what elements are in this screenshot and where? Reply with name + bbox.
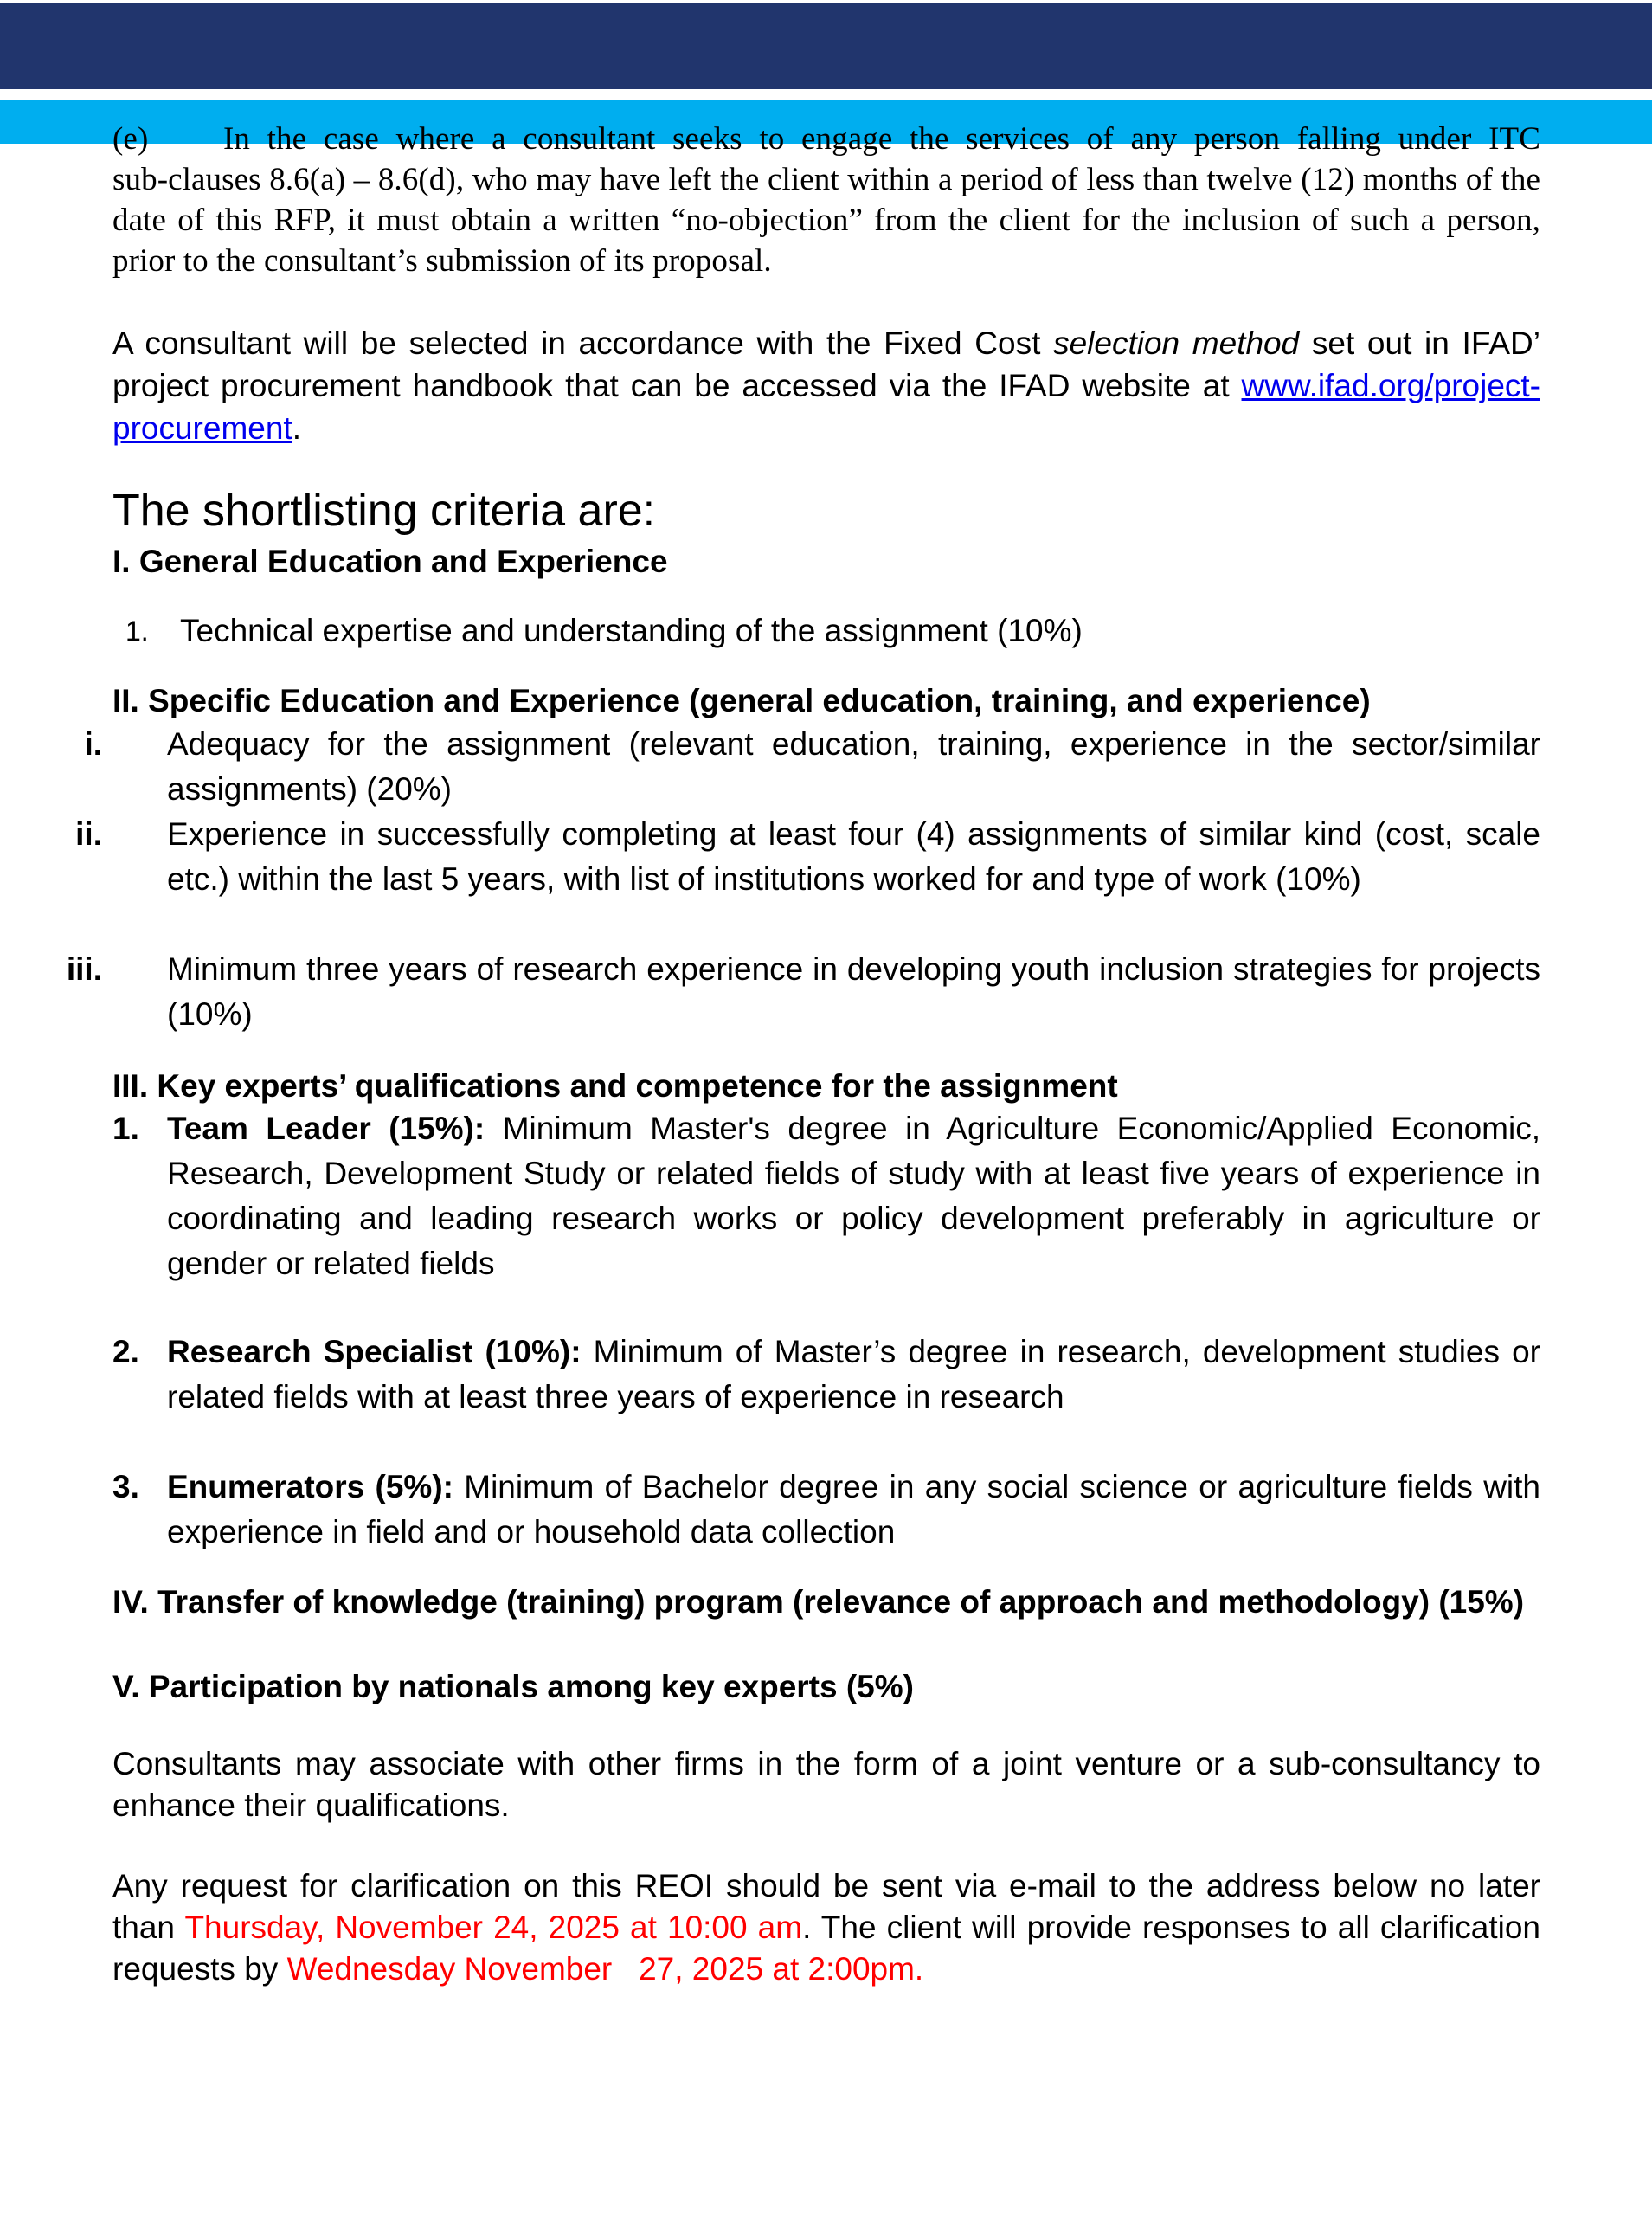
clarification-deadline: Thursday, November 24, 2025 at 10:00 am [184, 1910, 803, 1945]
enumerators-requirements: Minimum of Bachelor degree in any social science or agriculture fields with experience in field and or household data collection [167, 1469, 1540, 1549]
clarification-text-1: Any request for clarification on this REOI should be sent via e-mail to the address below no later than [112, 1868, 1540, 1945]
selection-text-after: set out in IFAD’ project procurement handbook that can be accessed via the IFAD website at [112, 325, 1540, 403]
ifad-procurement-link[interactable]: www.ifad.org/project-procurement [112, 368, 1540, 446]
research-specialist-role: Research Specialist (10%): [167, 1334, 582, 1369]
section-2-item-iii-text: Minimum three years of research experience in developing youth inclusion strategies for projects (10%) [167, 951, 1540, 1032]
clause-e-rest: sub-clauses 8.6(a) – 8.6(d), who may have left the client within a period of less than twelve (12) months of the date of this RFP, it must obtain a written “no-objection” from the client for the inclusion of such a person, prior to the consultant’s submission of its proposal. [112, 162, 1540, 279]
section-1-item-marker: 1. [125, 615, 149, 647]
section-2-item-ii-marker: ii. [75, 816, 102, 852]
section-3-heading: III. Key experts’ qualifications and competence for the assignment [112, 1068, 1118, 1104]
enumerators-marker: 3. [112, 1469, 139, 1504]
selection-method-italic: selection method [1053, 325, 1300, 361]
clause-e-paragraph [112, 119, 1540, 281]
section-1-item-text: Technical expertise and understanding of the assignment (10%) [180, 613, 1083, 648]
section-2-item-i [84, 722, 1540, 812]
key-expert-team-leader [112, 1106, 1540, 1286]
clause-e-line1: In the case where a consultant seeks to engage the services of any person falling under ITC [223, 121, 1540, 157]
shortlisting-title: The shortlisting criteria are: [112, 486, 656, 536]
clarification-paragraph [112, 1865, 1540, 1990]
association-paragraph: Consultants may associate with other firms in the form of a joint venture or a sub-consultancy to enhance their qualifications. [112, 1746, 1540, 1823]
section-2-item-iii [66, 947, 1540, 1037]
clarification-text-2: . The client will provide responses to all clarification requests by [112, 1910, 1540, 1987]
header-navy-band [0, 3, 1652, 89]
response-deadline: Wednesday November 27, 2025 at 2:00pm. [286, 1951, 924, 1987]
section-2-item-ii-text: Experience in successfully completing at least four (4) assignments of similar kind (cost, scale etc.) within the last 5 years, with list of institutions worked for and type of work (10%) [167, 816, 1540, 897]
key-expert-enumerators [112, 1465, 1540, 1555]
section-5-heading: V. Participation by nationals among key experts (5%) [112, 1669, 914, 1704]
section-2-item-ii [75, 812, 1540, 947]
enumerators-role: Enumerators (5%): [167, 1469, 453, 1504]
section-2-heading: II. Specific Education and Experience (general education, training, and experience) [112, 683, 1371, 718]
research-specialist-marker: 2. [112, 1334, 139, 1369]
team-leader-marker: 1. [112, 1111, 139, 1146]
section-1-heading: I. General Education and Experience [112, 544, 668, 579]
selection-trailing: . [292, 410, 301, 446]
selection-method-paragraph [112, 322, 1540, 449]
team-leader-requirements: Minimum Master's degree in Agriculture Economic/Applied Economic, Research, Development Study or related fields of study with at least five years of experience in coordinating and leading research works or policy development preferably in agriculture or gender or related fields [167, 1111, 1541, 1281]
team-leader-role: Team Leader (15%): [167, 1111, 485, 1146]
clause-e-label: (e) [112, 121, 149, 157]
selection-text-before: A consultant will be selected in accordance with the Fixed Cost [112, 325, 1054, 361]
section-2-item-i-text: Adequacy for the assignment (relevant education, training, experience in the sector/similar assignments) (20%) [167, 726, 1540, 807]
research-specialist-requirements: Minimum of Master’s degree in research, development studies or related fields with at least three years of experience in research [167, 1334, 1540, 1414]
key-expert-research-specialist [112, 1330, 1540, 1420]
section-2-item-i-marker: i. [84, 726, 102, 762]
section-2-item-iii-marker: iii. [66, 951, 102, 987]
section-4-heading: IV. Transfer of knowledge (training) program (relevance of approach and methodology) (15%) [112, 1584, 1525, 1620]
